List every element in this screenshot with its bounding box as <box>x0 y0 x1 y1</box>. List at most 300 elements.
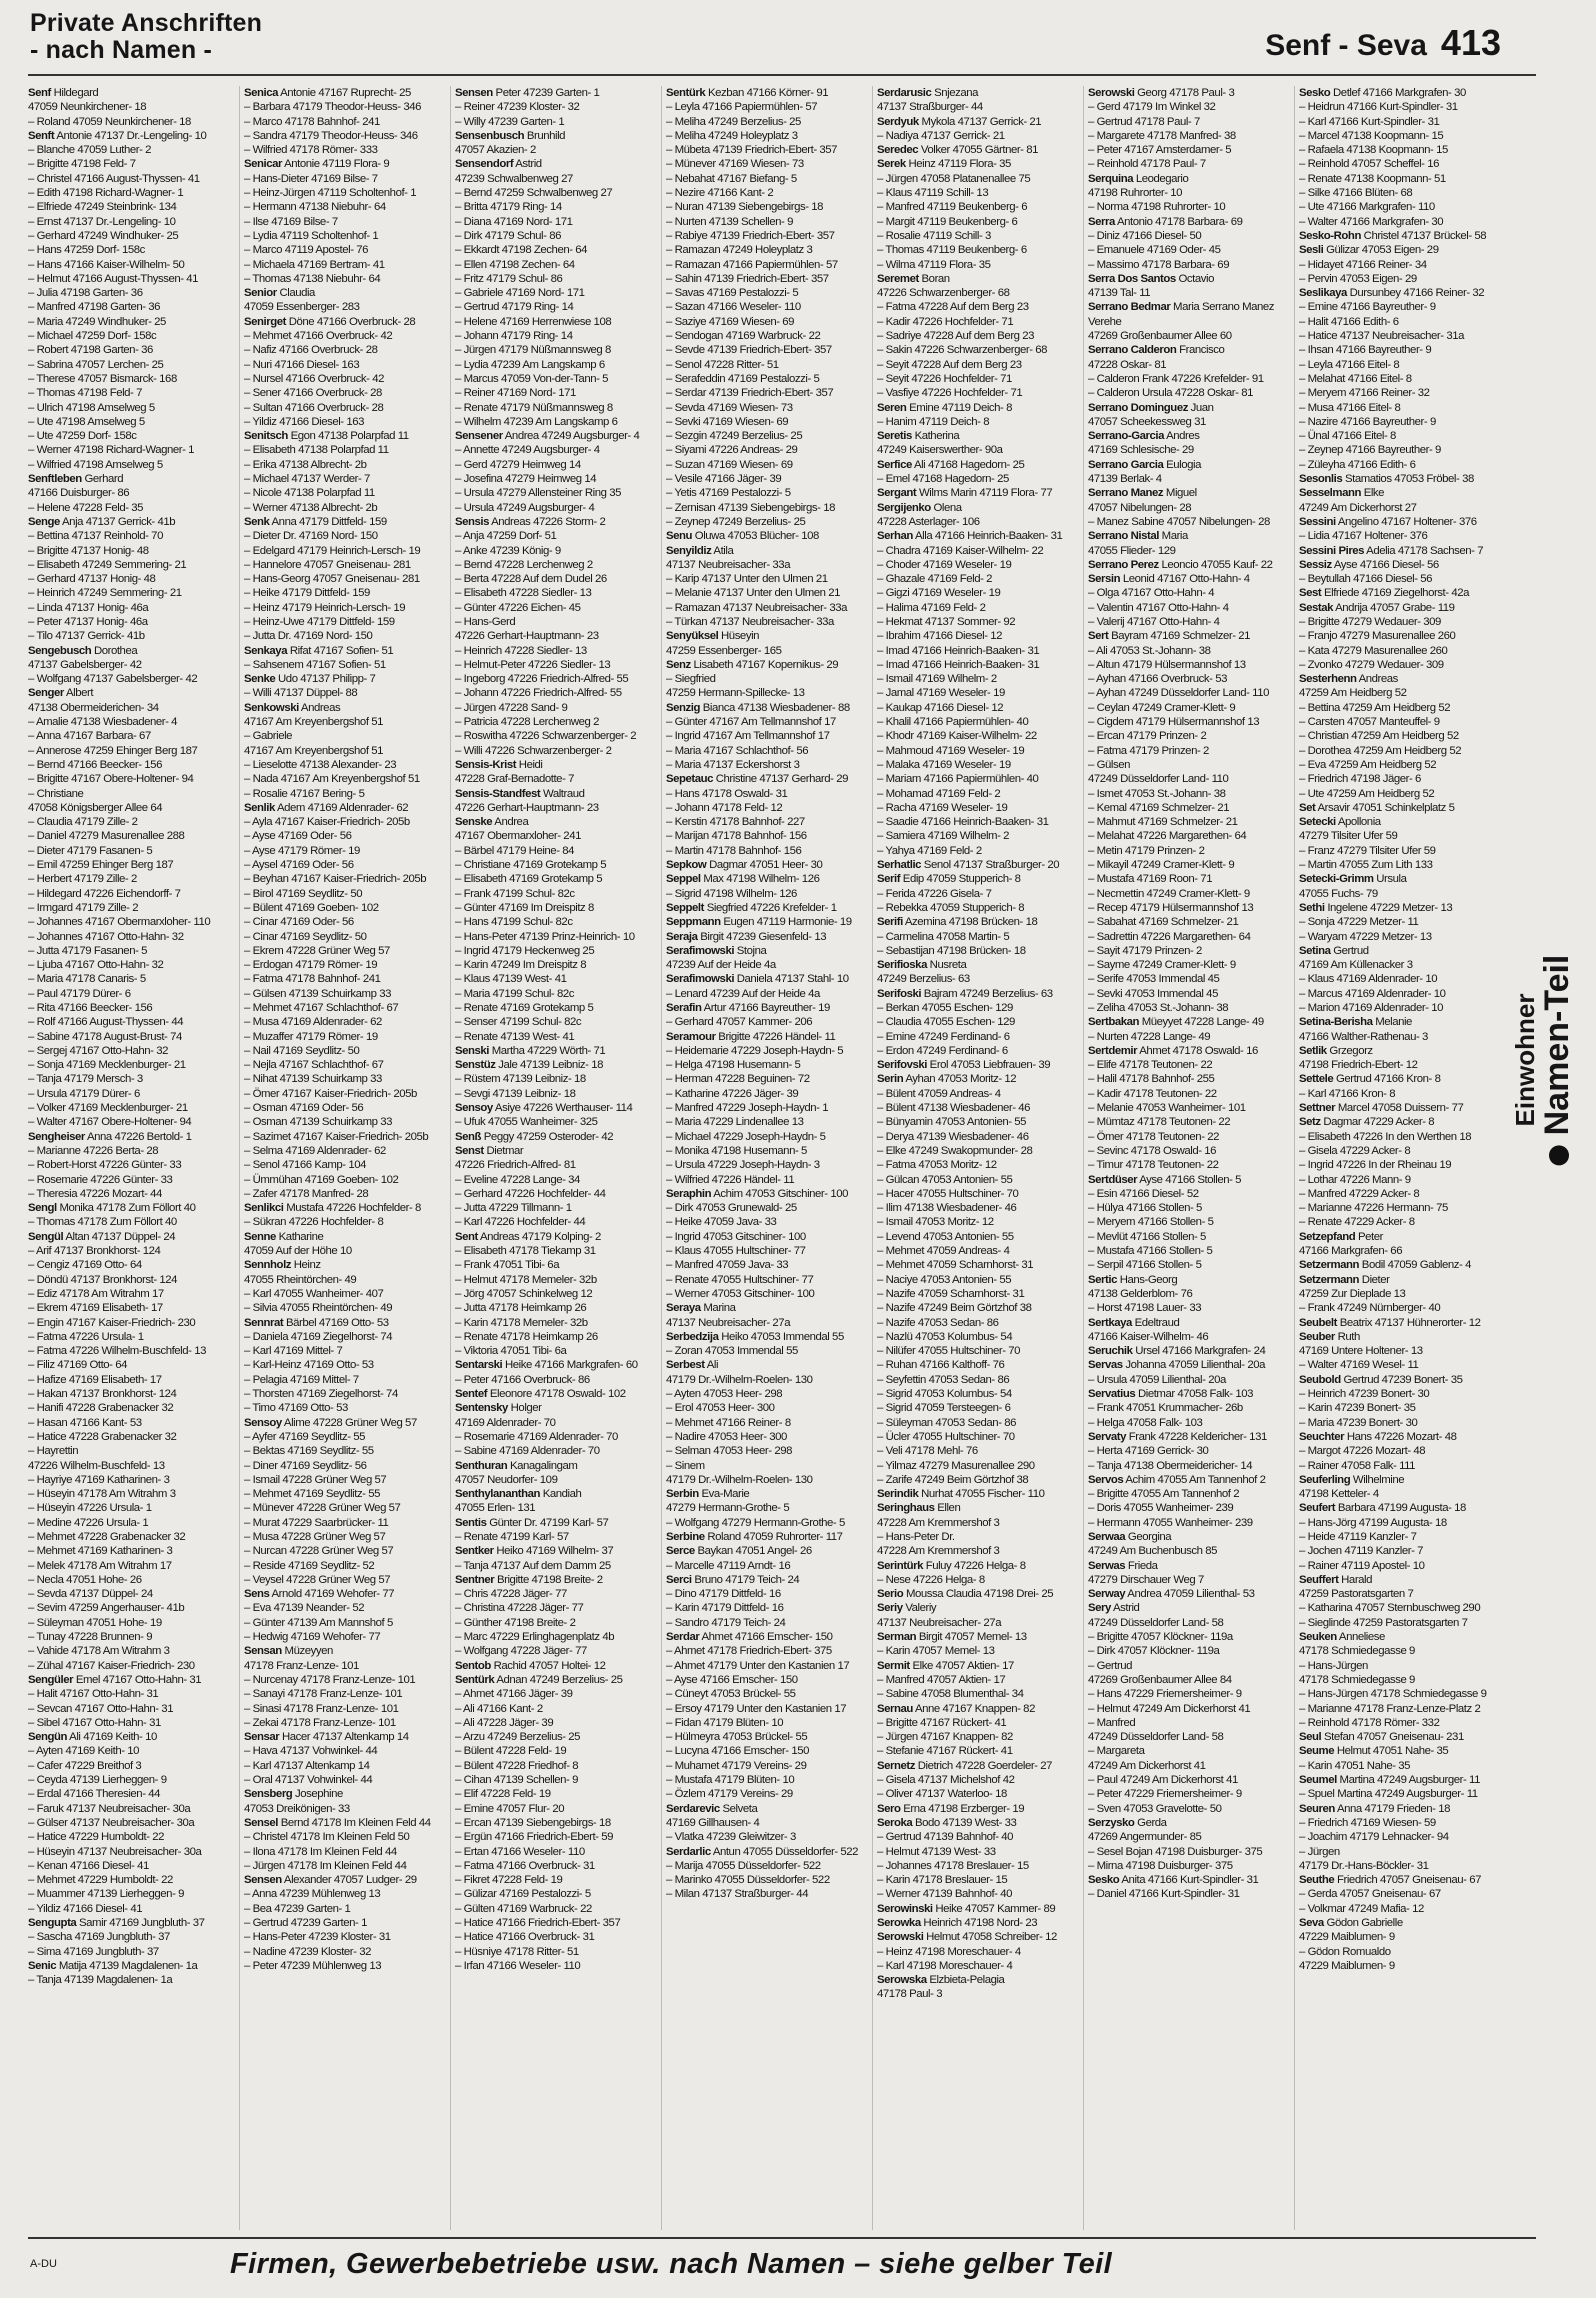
entry-details: Emine 47119 Deich- 8 <box>909 401 1012 414</box>
entry-surname: Sentürk <box>666 87 706 99</box>
entry-details: – Rebekka 47059 Stupperich- 8 <box>877 901 1025 914</box>
directory-entry <box>1088 243 1290 257</box>
directory-entry <box>244 872 446 886</box>
directory-entry <box>666 1444 868 1458</box>
entry-details: Hacer 47137 Altenkamp 14 <box>282 1731 409 1744</box>
entry-details: 47139 Berlak- 4 <box>1088 473 1162 486</box>
directory-entry <box>666 1258 868 1272</box>
entry-details: – Meryem 47166 Reiner- 32 <box>1299 387 1430 400</box>
entry-details: – Nazife 47249 Beim Görtzhof 38 <box>877 1302 1032 1315</box>
directory-entry <box>244 315 446 329</box>
entry-details: – Ücler 47055 Hultschiner- 70 <box>877 1430 1015 1443</box>
directory-entry <box>666 1530 868 1544</box>
directory-entry <box>877 272 1079 286</box>
directory-entry <box>1299 243 1501 257</box>
directory-entry <box>28 801 235 815</box>
directory-entry <box>877 644 1079 658</box>
directory-entry <box>244 443 446 457</box>
directory-entry <box>455 829 657 843</box>
entry-details: Gertrud 47166 Kron- 8 <box>1335 1073 1441 1086</box>
directory-entry <box>244 787 446 801</box>
entry-details: – Sabine 47178 August-Brust- 74 <box>28 1030 182 1043</box>
entry-details: – Hans 47166 Kaiser-Wilhelm- 50 <box>28 258 185 271</box>
directory-entry <box>28 1058 235 1072</box>
directory-entry <box>455 944 657 958</box>
directory-entry <box>1299 1787 1501 1801</box>
directory-entry <box>1299 1230 1501 1244</box>
entry-details: – Cigdem 47179 Hülsermannshof 13 <box>1088 716 1260 729</box>
directory-entry <box>455 486 657 500</box>
entry-details: 47169 Aldenrader- 70 <box>455 1416 556 1429</box>
directory-entry <box>244 1030 446 1044</box>
entry-details: – Sieglinde 47259 Pastoratsgarten 7 <box>1299 1616 1468 1629</box>
directory-entry <box>28 815 235 829</box>
directory-entry <box>1299 586 1501 600</box>
directory-entry <box>455 1387 657 1401</box>
entry-details: – Sayme 47249 Cramer-Klett- 9 <box>1088 959 1236 972</box>
entry-details: – Heinz 47179 Heinrich-Lersch- 19 <box>244 601 406 614</box>
directory-entry <box>1299 686 1501 700</box>
directory-entry <box>1299 1516 1501 1530</box>
directory-entry <box>877 1330 1079 1344</box>
directory-entry <box>1299 1673 1501 1687</box>
directory-entry <box>666 458 868 472</box>
entry-details: – Sadriye 47228 Auf dem Berg 23 <box>877 330 1035 343</box>
entry-details: – Gerhard 47226 Hochfelder- 44 <box>455 1187 606 1200</box>
entry-details: Marcel 47058 Duissern- 77 <box>1337 1102 1464 1115</box>
directory-entry <box>244 715 446 729</box>
entry-details: – Werner 47198 Richard-Wagner- 1 <box>28 444 195 457</box>
entry-details: – Reinhold 47178 Paul- 7 <box>1088 158 1206 171</box>
entry-details: – Mehmet 47228 Grabenacker 32 <box>28 1530 186 1543</box>
directory-entry <box>877 829 1079 843</box>
entry-details: – Melahat 47166 Eitel- 8 <box>1299 372 1412 385</box>
directory-entry <box>244 1144 446 1158</box>
entry-details: – Bülent 47138 Wiesbadener- 46 <box>877 1102 1031 1115</box>
directory-entry <box>1088 186 1290 200</box>
directory-entry <box>244 1316 446 1330</box>
entry-details: – Sandra 47179 Theodor-Heuss- 346 <box>244 129 418 142</box>
entry-details: 47169 Gillhausen- 4 <box>666 1816 760 1829</box>
directory-entry <box>1088 1258 1290 1272</box>
directory-entry <box>244 1087 446 1101</box>
entry-details: Kezban 47166 Körner- 91 <box>707 87 829 99</box>
entry-details: – Muhamet 47179 Vereins- 29 <box>666 1759 807 1772</box>
entry-details: – Brigitte 47137 Honig- 48 <box>28 544 149 557</box>
entry-details: – Ruhan 47166 Kalthoff- 76 <box>877 1359 1005 1372</box>
entry-surname: Sergijenko <box>877 501 931 514</box>
directory-entry <box>1088 458 1290 472</box>
directory-entry <box>666 872 868 886</box>
entry-details: 47239 Schwalbenweg 27 <box>455 172 573 185</box>
directory-entry <box>455 1358 657 1372</box>
directory-entry <box>28 458 235 472</box>
directory-entry <box>28 1330 235 1344</box>
directory-entry <box>1088 572 1290 586</box>
directory-entry <box>455 1787 657 1801</box>
entry-details: 47198 Friedrich-Ebert- 12 <box>1299 1059 1418 1072</box>
entry-details: – Renate 47178 Heimkamp 26 <box>455 1330 598 1343</box>
entry-details: – Helene 47228 Feld- 35 <box>28 501 144 514</box>
entry-details: 47249 Düsseldorfer Land- 58 <box>1088 1731 1224 1744</box>
entry-details: – Nihat 47139 Schuirkamp 33 <box>244 1073 382 1086</box>
entry-details: – Osman 47139 Schuirkamp 33 <box>244 1116 393 1129</box>
entry-details: – Johannes 47178 Breslauer- 15 <box>877 1859 1029 1872</box>
entry-details: Heike 47166 Markgrafen- 60 <box>504 1359 638 1372</box>
entry-details: – Ulrich 47198 Amselweg 5 <box>28 401 155 414</box>
directory-entry <box>1299 615 1501 629</box>
entry-details: – Musa 47169 Aldenrader- 62 <box>244 1016 382 1029</box>
entry-details: – Ercan 47139 Siebengebirgs- 18 <box>455 1816 611 1829</box>
entry-details: – Serpil 47166 Stollen- 5 <box>1088 1259 1202 1272</box>
directory-entry <box>1088 1044 1290 1058</box>
entry-details: – Sultan 47166 Overbruck- 28 <box>244 401 384 414</box>
entry-details: – Nazlü 47053 Kolumbus- 54 <box>877 1330 1013 1343</box>
entry-details: – Vasfiye 47226 Hochfelder- 71 <box>877 387 1023 400</box>
entry-details: Senol 47137 Straßburger- 20 <box>923 859 1060 872</box>
entry-surname: Senk <box>244 515 270 528</box>
entry-details: – Massimo 47178 Barbara- 69 <box>1088 258 1230 271</box>
entry-details: Atila <box>713 544 734 557</box>
entry-details: – Hülya 47166 Stollen- 5 <box>1088 1202 1202 1215</box>
entry-details: Bernd 47178 Im Kleinen Feld 44 <box>280 1816 431 1829</box>
directory-entry <box>877 972 1079 986</box>
directory-entry <box>877 172 1079 186</box>
directory-entry <box>455 887 657 901</box>
directory-entry <box>877 472 1079 486</box>
directory-entry <box>877 586 1079 600</box>
entry-details: – Manfred 47229 Joseph-Haydn- 1 <box>666 1102 829 1115</box>
directory-entry <box>244 658 446 672</box>
entry-details: – Gülsen 47139 Schuirkamp 33 <box>244 987 391 1000</box>
entry-details: – Gerhard 47057 Kammer- 206 <box>666 1016 813 1029</box>
entry-details: 47249 Düsseldorfer Land- 110 <box>1088 773 1229 786</box>
entry-details: – Valentin 47167 Otto-Hahn- 4 <box>1088 601 1229 614</box>
directory-entry <box>1088 1130 1290 1144</box>
entry-details: – Willy 47239 Garten- 1 <box>455 115 565 128</box>
entry-details: Dieter <box>1361 1273 1390 1286</box>
directory-entry <box>1088 1573 1290 1587</box>
directory-entry <box>28 129 235 143</box>
directory-entry <box>666 1487 868 1501</box>
entry-details: – Jürgen <box>1299 1845 1340 1858</box>
directory-entry <box>1088 1273 1290 1287</box>
entry-details: – Gülser 47137 Neubreisacher- 30a <box>28 1816 195 1829</box>
entry-details: Hans 47226 Mozart- 48 <box>1346 1430 1457 1443</box>
entry-details: – Helmut 47166 August-Thyssen- 41 <box>28 272 199 285</box>
entry-surname: Senger <box>28 687 64 700</box>
directory-entry <box>1299 486 1501 500</box>
directory-entry <box>455 258 657 272</box>
directory-entry <box>244 1859 446 1873</box>
directory-entry <box>455 1902 657 1916</box>
directory-entry <box>877 100 1079 114</box>
directory-entry <box>877 958 1079 972</box>
entry-details: – Christina 47228 Jäger- 77 <box>455 1602 584 1615</box>
directory-entry <box>1299 372 1501 386</box>
directory-entry <box>28 844 235 858</box>
entry-details: 47057 Akazien- 2 <box>455 144 536 157</box>
directory-entry <box>244 1945 446 1959</box>
entry-surname: Senicar <box>244 158 283 171</box>
entry-details: – Beyhan 47167 Kaiser-Friedrich- 205b <box>244 873 427 886</box>
entry-surname: Sengül <box>28 1230 64 1243</box>
directory-entry <box>455 1215 657 1229</box>
entry-details: – Zeliha 47053 St.-Johann- 38 <box>1088 1002 1229 1014</box>
entry-details: – Friedrich 47169 Wiesen- 59 <box>1299 1816 1436 1829</box>
entry-surname: Sert <box>1088 630 1109 643</box>
directory-entry <box>1299 872 1501 886</box>
entry-details: – Hans-Dieter 47169 Bilse- 7 <box>244 172 378 185</box>
directory-entry <box>244 1001 446 1015</box>
directory-entry <box>28 958 235 972</box>
entry-details: – Gödon Romualdo <box>1299 1945 1391 1958</box>
directory-entry <box>666 1587 868 1601</box>
entry-details: – Zühal 47167 Kaiser-Friedrich- 230 <box>28 1659 195 1672</box>
directory-entry <box>455 844 657 858</box>
listing-column <box>28 86 239 2230</box>
directory-entry <box>244 129 446 143</box>
entry-details: – Elisabeth 47249 Semmering- 21 <box>28 558 187 571</box>
entry-surname: Sessiz <box>1299 558 1332 571</box>
directory-entry <box>244 200 446 214</box>
directory-entry <box>455 343 657 357</box>
entry-details: – Norma 47198 Ruhrorter- 10 <box>1088 201 1226 214</box>
entry-details: – Karin 47179 Dittfeld- 16 <box>666 1602 784 1615</box>
entry-details: – Malaka 47169 Weseler- 19 <box>877 758 1011 771</box>
entry-details: – Nursel 47166 Overbruck- 42 <box>244 372 384 385</box>
directory-entry <box>666 243 868 257</box>
directory-entry <box>28 1744 235 1758</box>
directory-entry <box>1299 1287 1501 1301</box>
entry-details: – Emil 47259 Ehinger Berg 187 <box>28 859 174 872</box>
directory-entry <box>1299 1215 1501 1229</box>
directory-entry <box>666 1673 868 1687</box>
entry-details: – Mirna 47198 Duisburger- 375 <box>1088 1859 1233 1872</box>
entry-surname: Seuken <box>1299 1631 1337 1644</box>
directory-entry <box>1088 1630 1290 1644</box>
entry-details: – Jürgen 47179 Nüßmannsweg 8 <box>455 344 611 357</box>
directory-entry <box>28 1201 235 1215</box>
entry-details: Birgit 47239 Giesenfeld- 13 <box>700 930 827 943</box>
directory-entry <box>455 1887 657 1901</box>
directory-entry <box>1299 1902 1501 1916</box>
directory-entry <box>455 1616 657 1630</box>
entry-details: – Hans 47178 Oswald- 31 <box>666 787 788 800</box>
entry-details: – Ali 47053 St.-Johann- 38 <box>1088 644 1211 657</box>
directory-entry <box>1299 1401 1501 1415</box>
directory-entry <box>244 1373 446 1387</box>
directory-entry <box>666 329 868 343</box>
directory-entry <box>877 157 1079 171</box>
entry-details: – Ömer 47178 Teutonen- 22 <box>1088 1130 1220 1143</box>
directory-entry <box>666 1744 868 1758</box>
entry-details: – Karin 47239 Bonert- 35 <box>1299 1402 1416 1415</box>
entry-details: – Linda 47137 Honig- 46a <box>28 601 149 614</box>
entry-details: – Ernst 47137 Dr.-Lengeling- 10 <box>28 215 176 228</box>
entry-details: 47179 Dr.-Wilhelm-Roelen- 130 <box>666 1473 813 1486</box>
directory-entry <box>1299 1730 1501 1744</box>
entry-details: Eugen 47119 Harmonie- 19 <box>723 916 852 929</box>
entry-details: – Sener 47166 Overbruck- 28 <box>244 387 382 400</box>
entry-details: Leonid 47167 Otto-Hahn- 4 <box>1122 573 1250 586</box>
entry-details: Holger <box>510 1402 542 1415</box>
directory-entry <box>28 429 235 443</box>
entry-details: Kanagalingam <box>510 1459 578 1472</box>
entry-details: Alexander 47057 Ludger- 29 <box>283 1874 417 1887</box>
directory-entry <box>455 329 657 343</box>
entry-details: – Tilo 47137 Gerrick- 41b <box>28 630 145 643</box>
entry-surname: Sentef <box>455 1388 488 1401</box>
entry-details: 47166 Kaiser-Wilhelm- 46 <box>1088 1330 1209 1343</box>
directory-entry <box>28 1859 235 1873</box>
directory-entry <box>877 572 1079 586</box>
entry-details: 47226 Friedrich-Alfred- 81 <box>455 1159 576 1172</box>
directory-entry <box>244 415 446 429</box>
directory-entry <box>455 1330 657 1344</box>
directory-entry <box>1088 1716 1290 1730</box>
entry-details: – Emine 47166 Bayreuther- 9 <box>1299 301 1436 314</box>
entry-details: – Kenan 47166 Diesel- 41 <box>28 1859 149 1872</box>
side-tab-label-top: Einwohner <box>1510 993 1540 1127</box>
entry-details: – Ellen 47198 Zechen- 64 <box>455 258 575 271</box>
entry-details: – Margit 47119 Beukenberg- 6 <box>877 215 1018 228</box>
entry-details: – Ayse 47166 Emscher- 150 <box>666 1673 798 1686</box>
entry-surname: Serbest <box>666 1359 705 1372</box>
entry-details: – Maria 47229 Lindenallee 13 <box>666 1116 804 1129</box>
directory-entry <box>666 1230 868 1244</box>
directory-entry <box>666 429 868 443</box>
entry-details: – Pervin 47053 Eigen- 29 <box>1299 272 1417 285</box>
entry-details: – Elke 47249 Swakopmunder- 28 <box>877 1144 1033 1157</box>
directory-entry <box>455 529 657 543</box>
entry-details: – Ismail 47053 Moritz- 12 <box>877 1216 994 1229</box>
entry-details: – Willi 47226 Schwarzenberger- 2 <box>455 744 612 757</box>
entry-surname: Sengheiser <box>28 1130 85 1143</box>
entry-details: – Ali 47228 Jäger- 39 <box>455 1716 554 1729</box>
entry-surname: Serek <box>877 158 906 171</box>
entry-details: 47055 Erlen- 131 <box>455 1502 536 1515</box>
directory-entry <box>244 1687 446 1701</box>
entry-details: – Kadir 47178 Teutonen- 22 <box>1088 1087 1217 1100</box>
entry-details: – Blanche 47059 Luther- 2 <box>28 144 152 157</box>
entry-details: – Christel 47166 August-Thyssen- 41 <box>28 172 200 185</box>
entry-surname: Sesonlis <box>1299 473 1343 486</box>
directory-entry <box>1299 1201 1501 1215</box>
entry-details: – Silke 47166 Blüten- 68 <box>1299 187 1413 200</box>
directory-entry <box>877 872 1079 886</box>
directory-entry <box>244 572 446 586</box>
directory-entry <box>666 1516 868 1530</box>
entry-surname: Seretis <box>877 430 912 443</box>
entry-details: – Robert-Horst 47226 Günter- 33 <box>28 1159 182 1172</box>
directory-entry <box>666 358 868 372</box>
directory-entry <box>1299 1601 1501 1615</box>
directory-entry <box>455 1544 657 1558</box>
directory-entry <box>1088 801 1290 815</box>
directory-entry <box>1299 200 1501 214</box>
directory-entry <box>1088 1215 1290 1229</box>
entry-details: – Siegfried <box>666 673 716 686</box>
entry-details: Ellen <box>937 1502 961 1515</box>
entry-details: 47279 Tilsiter Ufer 59 <box>1299 830 1398 843</box>
entry-details: – Annerose 47259 Ehinger Berg 187 <box>28 744 198 757</box>
directory-entry <box>1088 1373 1290 1387</box>
entry-surname: Seppmann <box>666 916 721 929</box>
entry-details: Baykan 47051 Angel- 26 <box>697 1545 812 1558</box>
entry-details: – Sanayi 47178 Franz-Lenze- 101 <box>244 1688 403 1701</box>
entry-surname: Seuthe <box>1299 1874 1335 1887</box>
directory-entry <box>244 143 446 157</box>
entry-details: 47167 Obermarxloher- 241 <box>455 830 581 843</box>
entry-surname: Seubelt <box>1299 1316 1337 1329</box>
directory-entry <box>244 1744 446 1758</box>
directory-entry <box>1299 129 1501 143</box>
entry-details: – Karl 47055 Wanheimer- 407 <box>244 1287 384 1300</box>
entry-details: – Hans-Gerd <box>455 615 516 628</box>
entry-surname: Senior <box>244 287 277 300</box>
directory-entry <box>877 229 1079 243</box>
directory-entry <box>1299 529 1501 543</box>
directory-entry <box>244 844 446 858</box>
directory-entry <box>877 1887 1079 1901</box>
entry-surname: Sery <box>1088 1602 1111 1615</box>
entry-surname: Sentob <box>455 1659 491 1672</box>
directory-entry <box>455 300 657 314</box>
directory-entry <box>877 987 1079 1001</box>
directory-entry <box>1088 1702 1290 1716</box>
entry-details: – Elfriede 47249 Steinbrink- 134 <box>28 201 177 214</box>
directory-entry <box>455 1273 657 1287</box>
directory-entry <box>244 729 446 743</box>
directory-entry <box>1088 544 1290 558</box>
entry-details: – Thomas 47198 Feld- 7 <box>28 387 142 400</box>
entry-details: – Zoran 47053 Immendal 55 <box>666 1345 798 1358</box>
entry-surname: Sensberg <box>244 1788 293 1801</box>
directory-entry <box>244 1215 446 1229</box>
directory-entry <box>1088 1401 1290 1415</box>
entry-details: – Anna 47239 Mühlenweg 13 <box>244 1888 381 1901</box>
directory-entry <box>1088 472 1290 486</box>
entry-details: Harald <box>1341 1573 1373 1586</box>
entry-details: – Musa 47228 Grüner Weg 57 <box>244 1530 386 1543</box>
entry-details: Heiko 47053 Immendal 55 <box>721 1330 844 1343</box>
entry-details: – Bernd 47166 Beecker- 156 <box>28 758 162 771</box>
entry-details: – Ahmet 47166 Jäger- 39 <box>455 1688 573 1701</box>
entry-details: – Heinz 47198 Moreschauer- 4 <box>877 1945 1021 1958</box>
entry-details: – Dieter Dr. 47169 Nord- 150 <box>244 530 378 543</box>
entry-details: Eva-Marie <box>701 1488 750 1501</box>
entry-details: Leoncio 47055 Kauf- 22 <box>1161 558 1273 571</box>
entry-surname: Seslikaya <box>1299 287 1347 300</box>
entry-details: – Dieter 47179 Fasanen- 5 <box>28 844 153 857</box>
directory-entry <box>666 1873 868 1887</box>
directory-entry <box>1299 1416 1501 1430</box>
entry-details: – Heide 47119 Kanzler- 7 <box>1299 1530 1417 1543</box>
directory-entry <box>1088 358 1290 372</box>
entry-details: Döne 47166 Overbruck- 28 <box>288 315 416 328</box>
entry-details: – Manfred 47057 Aktien- 17 <box>877 1673 1006 1686</box>
directory-entry <box>1299 672 1501 686</box>
entry-details: – Faruk 47137 Neubreisacher- 30a <box>28 1802 191 1815</box>
entry-details: Oluwa 47053 Blücher- 108 <box>694 530 819 543</box>
entry-details: – Berkan 47055 Eschen- 129 <box>877 1002 1013 1014</box>
directory-entry <box>1299 1859 1501 1873</box>
entry-details: – Heinrich 47239 Bonert- 30 <box>1299 1388 1430 1401</box>
entry-details: 47169 Untere Holtener- 13 <box>1299 1345 1423 1358</box>
directory-entry <box>1088 1287 1290 1301</box>
directory-entry <box>1088 372 1290 386</box>
